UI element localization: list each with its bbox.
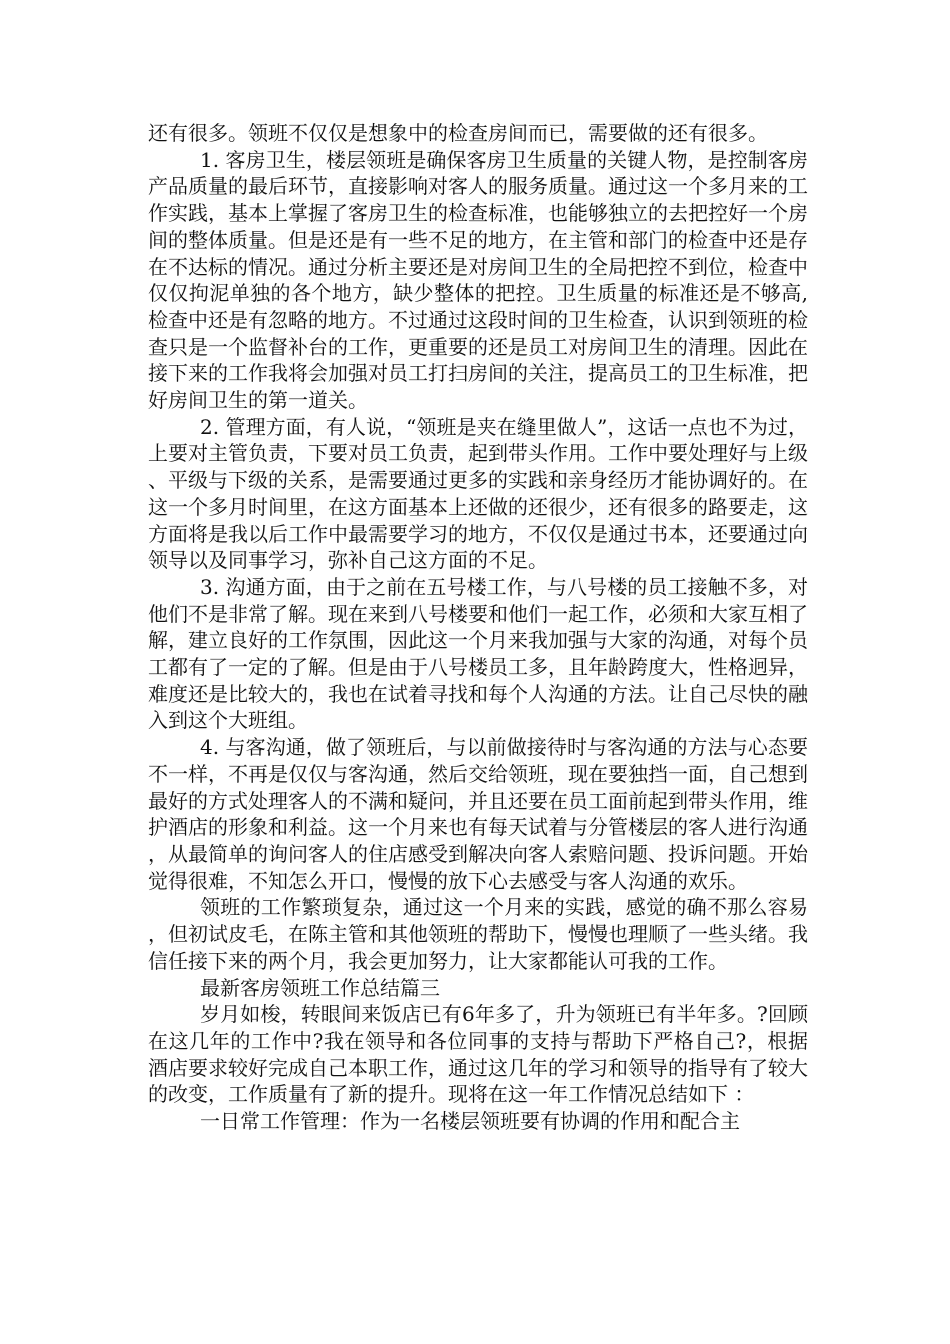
paragraph-intro: 还有很多。领班不仅仅是想象中的检查房间而已，需要做的还有很多。	[148, 121, 768, 145]
paragraph-conclusion: 领班的工作繁琐复杂，通过这一个月来的实践，感觉的确不那么容易，但初试皮毛，在陈主管和其他领班的帮助下，慢慢也理顺了一些头绪。我信任接下来的两个月，我会更加努力，让大家都能认可我的工作。	[148, 895, 808, 973]
paragraph-daily-management: 一日常工作管理：作为一名楼层领班要有协调的作用和配合主	[200, 1109, 740, 1134]
paragraph-guest-communication: 4. 与客沟通，做了领班后，与以前做接待时与客沟通的方法与心态要不一样，不再是仅仅与客沟通，然后交给领班，现在要独挡一面，自己想到最好的方式处理客人的不满和疑问，并且还要在员工面前起到带头作用，维护酒店的形象和利益。这一个月来也有每天试着与分管楼层的客人进行沟通，从最简单的询问客人的住店感受到解决向客人索赔问题、投诉问题。开始觉得很难，不知怎么开口，慢慢的放下心去感受与客人沟通的欢乐。	[148, 735, 808, 893]
paragraph-room-hygiene: 1. 客房卫生，楼层领班是确保客房卫生质量的关键人物，是控制客房产品质量的最后环节，直接影响对客人的服务质量。通过这一个多月来的工作实践，基本上掌握了客房卫生的检查标准，也能够独立的去把控好一个房间的整体质量。但是还是有一些不足的地方，在主管和部门的检查中还是存在不达标的情况。通过分析主要还是对房间卫生的全局把控不到位，检查中仅仅拘泥单独的各个地方，缺少整体的把控。卫生质量的标准还是不够高,检查中还是有忽略的地方。不过通过这段时间的卫生检查，认识到领班的检查只是一个监督补台的工作，更重要的还是员工对房间卫生的清理。因此在接下来的工作我将会加强对员工打扫房间的关注，提高员工的卫生标准，把好房间卫生的第一道关。	[148, 147, 808, 413]
paragraph-communication: 3. 沟通方面，由于之前在五号楼工作，与八号楼的员工接触不多，对他们不是非常了解。现在来到八号楼要和他们一起工作，必须和大家互相了解，建立良好的工作氛围，因此这一个月来我加强与大家的沟通，对每个员工都有了一定的了解。但是由于八号楼员工多，且年龄跨度大，性格迥异，难度还是比较大的，我也在试着寻找和每个人沟通的方法。让自己尽快的融入到这个大班组。	[148, 574, 808, 733]
paragraph-section-intro: 岁月如梭，转眼间来饭店已有6年多了，升为领班已有半年多。?回顾在这几年的工作中?我在领导和各位同事的支持与帮助下严格自己?，根据酒店要求较好完成自己本职工作，通过这几年的学习和领导的指导有了较大的改变，工作质量有了新的提升。现将在这一年工作情况总结如下 ：	[148, 1002, 808, 1107]
paragraph-management: 2. 管理方面，有人说，“领班是夹在缝里做人”，这话一点也不为过，上要对主管负责，下要对员工负责，起到带头作用。工作中要处理好与上级、平级与下级的关系，是需要通过更多的实践和亲身经历才能协调好的。在这一个多月时间里，在这方面基本上还做的还很少，还有很多的路要走，这方面将是我以后工作中最需要学习的地方，不仅仅是通过书本，还要通过向领导以及同事学习，弥补自己这方面的不足。	[148, 414, 808, 573]
document-page	[148, 120, 808, 1135]
section-title: 最新客房领班工作总结篇三	[200, 975, 440, 1000]
